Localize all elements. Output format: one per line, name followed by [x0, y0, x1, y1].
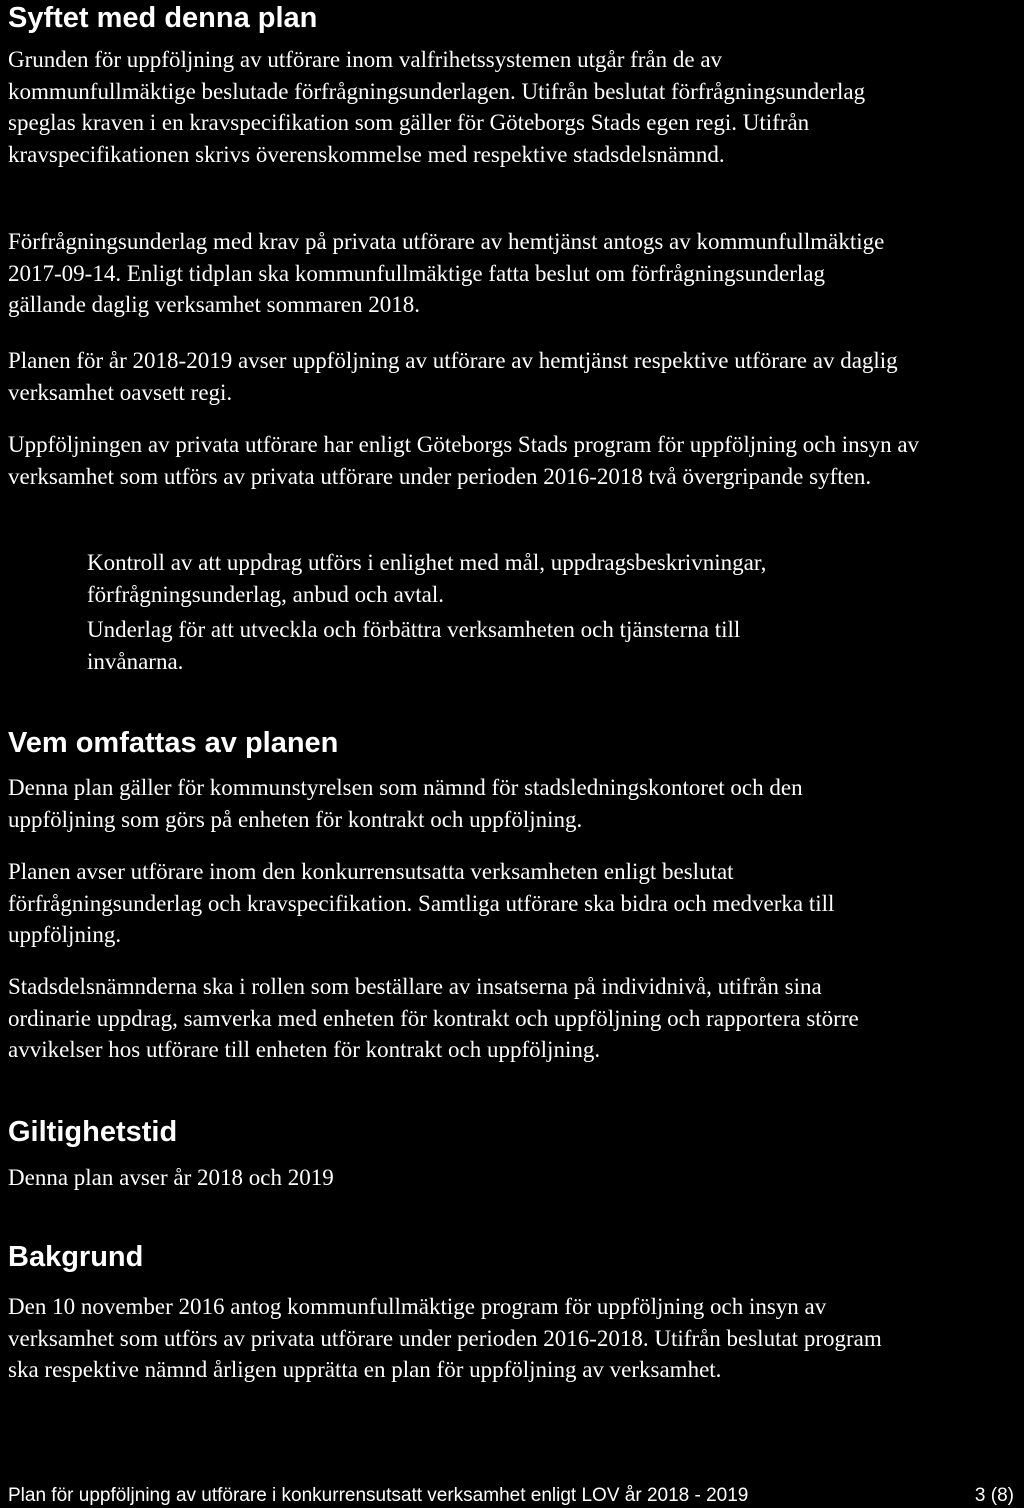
paragraph: Stadsdelsnämnderna ska i rollen som beställare av insatserna på individnivå, utifrån sina ordinarie uppdrag, samverka med enheten för kontrakt och uppföljning och rapportera större avvikelser hos utförare till enheten för kontrakt och uppföljning.	[8, 974, 859, 1062]
paragraph: Planen för år 2018-2019 avser uppföljning av utförare av hemtjänst respektive utförare av daglig verksamhet oavsett regi.	[8, 348, 898, 405]
footer-title: Plan för uppföljning av utförare i konkurrensutsatt verksamhet enligt LOV år 2018 - 2019	[8, 1485, 749, 1506]
paragraph: Uppföljningen av privata utförare har enligt Göteborgs Stads program för uppföljning och insyn av verksamhet som utförs av privata utförare under perioden 2016-2018 två övergripande syften.	[8, 432, 920, 489]
list-item: Underlag för att utveckla och förbättra verksamheten och tjänsterna till invånarna.	[87, 617, 741, 674]
list-item: Kontroll av att uppdrag utförs i enlighet med mål, uppdragsbeskrivningar, förfrågningsunderlag, anbud och avtal.	[87, 550, 767, 607]
page-footer	[8, 1484, 1014, 1508]
page-number: 3 (8)	[974, 1485, 1014, 1506]
paragraph: Förfrågningsunderlag med krav på privata utförare av hemtjänst antogs av kommunfullmäktige 2017-09-14. Enligt tidplan ska kommunfullmäktige fatta beslut om förfrågningsunderlag gällande daglig verksamhet sommaren 2018.	[8, 229, 885, 317]
paragraph: Den 10 november 2016 antog kommunfullmäktige program för uppföljning och insyn av verksamhet som utförs av privata utförare under perioden 2016-2018. Utifrån beslutat program ska respektive nämnd årligen upprätta en plan för uppföljning av verksamhet.	[8, 1294, 882, 1382]
paragraph: Grunden för uppföljning av utförare inom valfrihetssystemen utgår från de av kommunfullmäktige beslutade förfrågningsunderlagen. Utifrån beslutat förfrågningsunderlag speglas kraven i en kravspecifikation som gäller för Göteborgs Stads egen regi. Utifrån kravspecifikationen skrivs överenskommelse med respektive stadsdelsnämnd.	[8, 47, 866, 167]
section-heading-bakgrund: Bakgrund	[8, 1241, 144, 1273]
paragraph: Planen avser utförare inom den konkurrensutsatta verksamheten enligt beslutat förfrågningsunderlag och kravspecifikation. Samtliga utförare ska bidra och medverka till uppföljning.	[8, 859, 835, 947]
paragraph: Denna plan gäller för kommunstyrelsen som nämnd för stadsledningskontoret och den uppföljning som görs på enheten för kontrakt och uppföljning.	[8, 775, 803, 832]
paragraph: Denna plan avser år 2018 och 2019	[8, 1165, 334, 1190]
section-heading-giltighetstid: Giltighetstid	[8, 1116, 178, 1148]
section-heading-vem: Vem omfattas av planen	[8, 727, 339, 759]
section-heading-syfte: Syftet med denna plan	[8, 2, 318, 34]
